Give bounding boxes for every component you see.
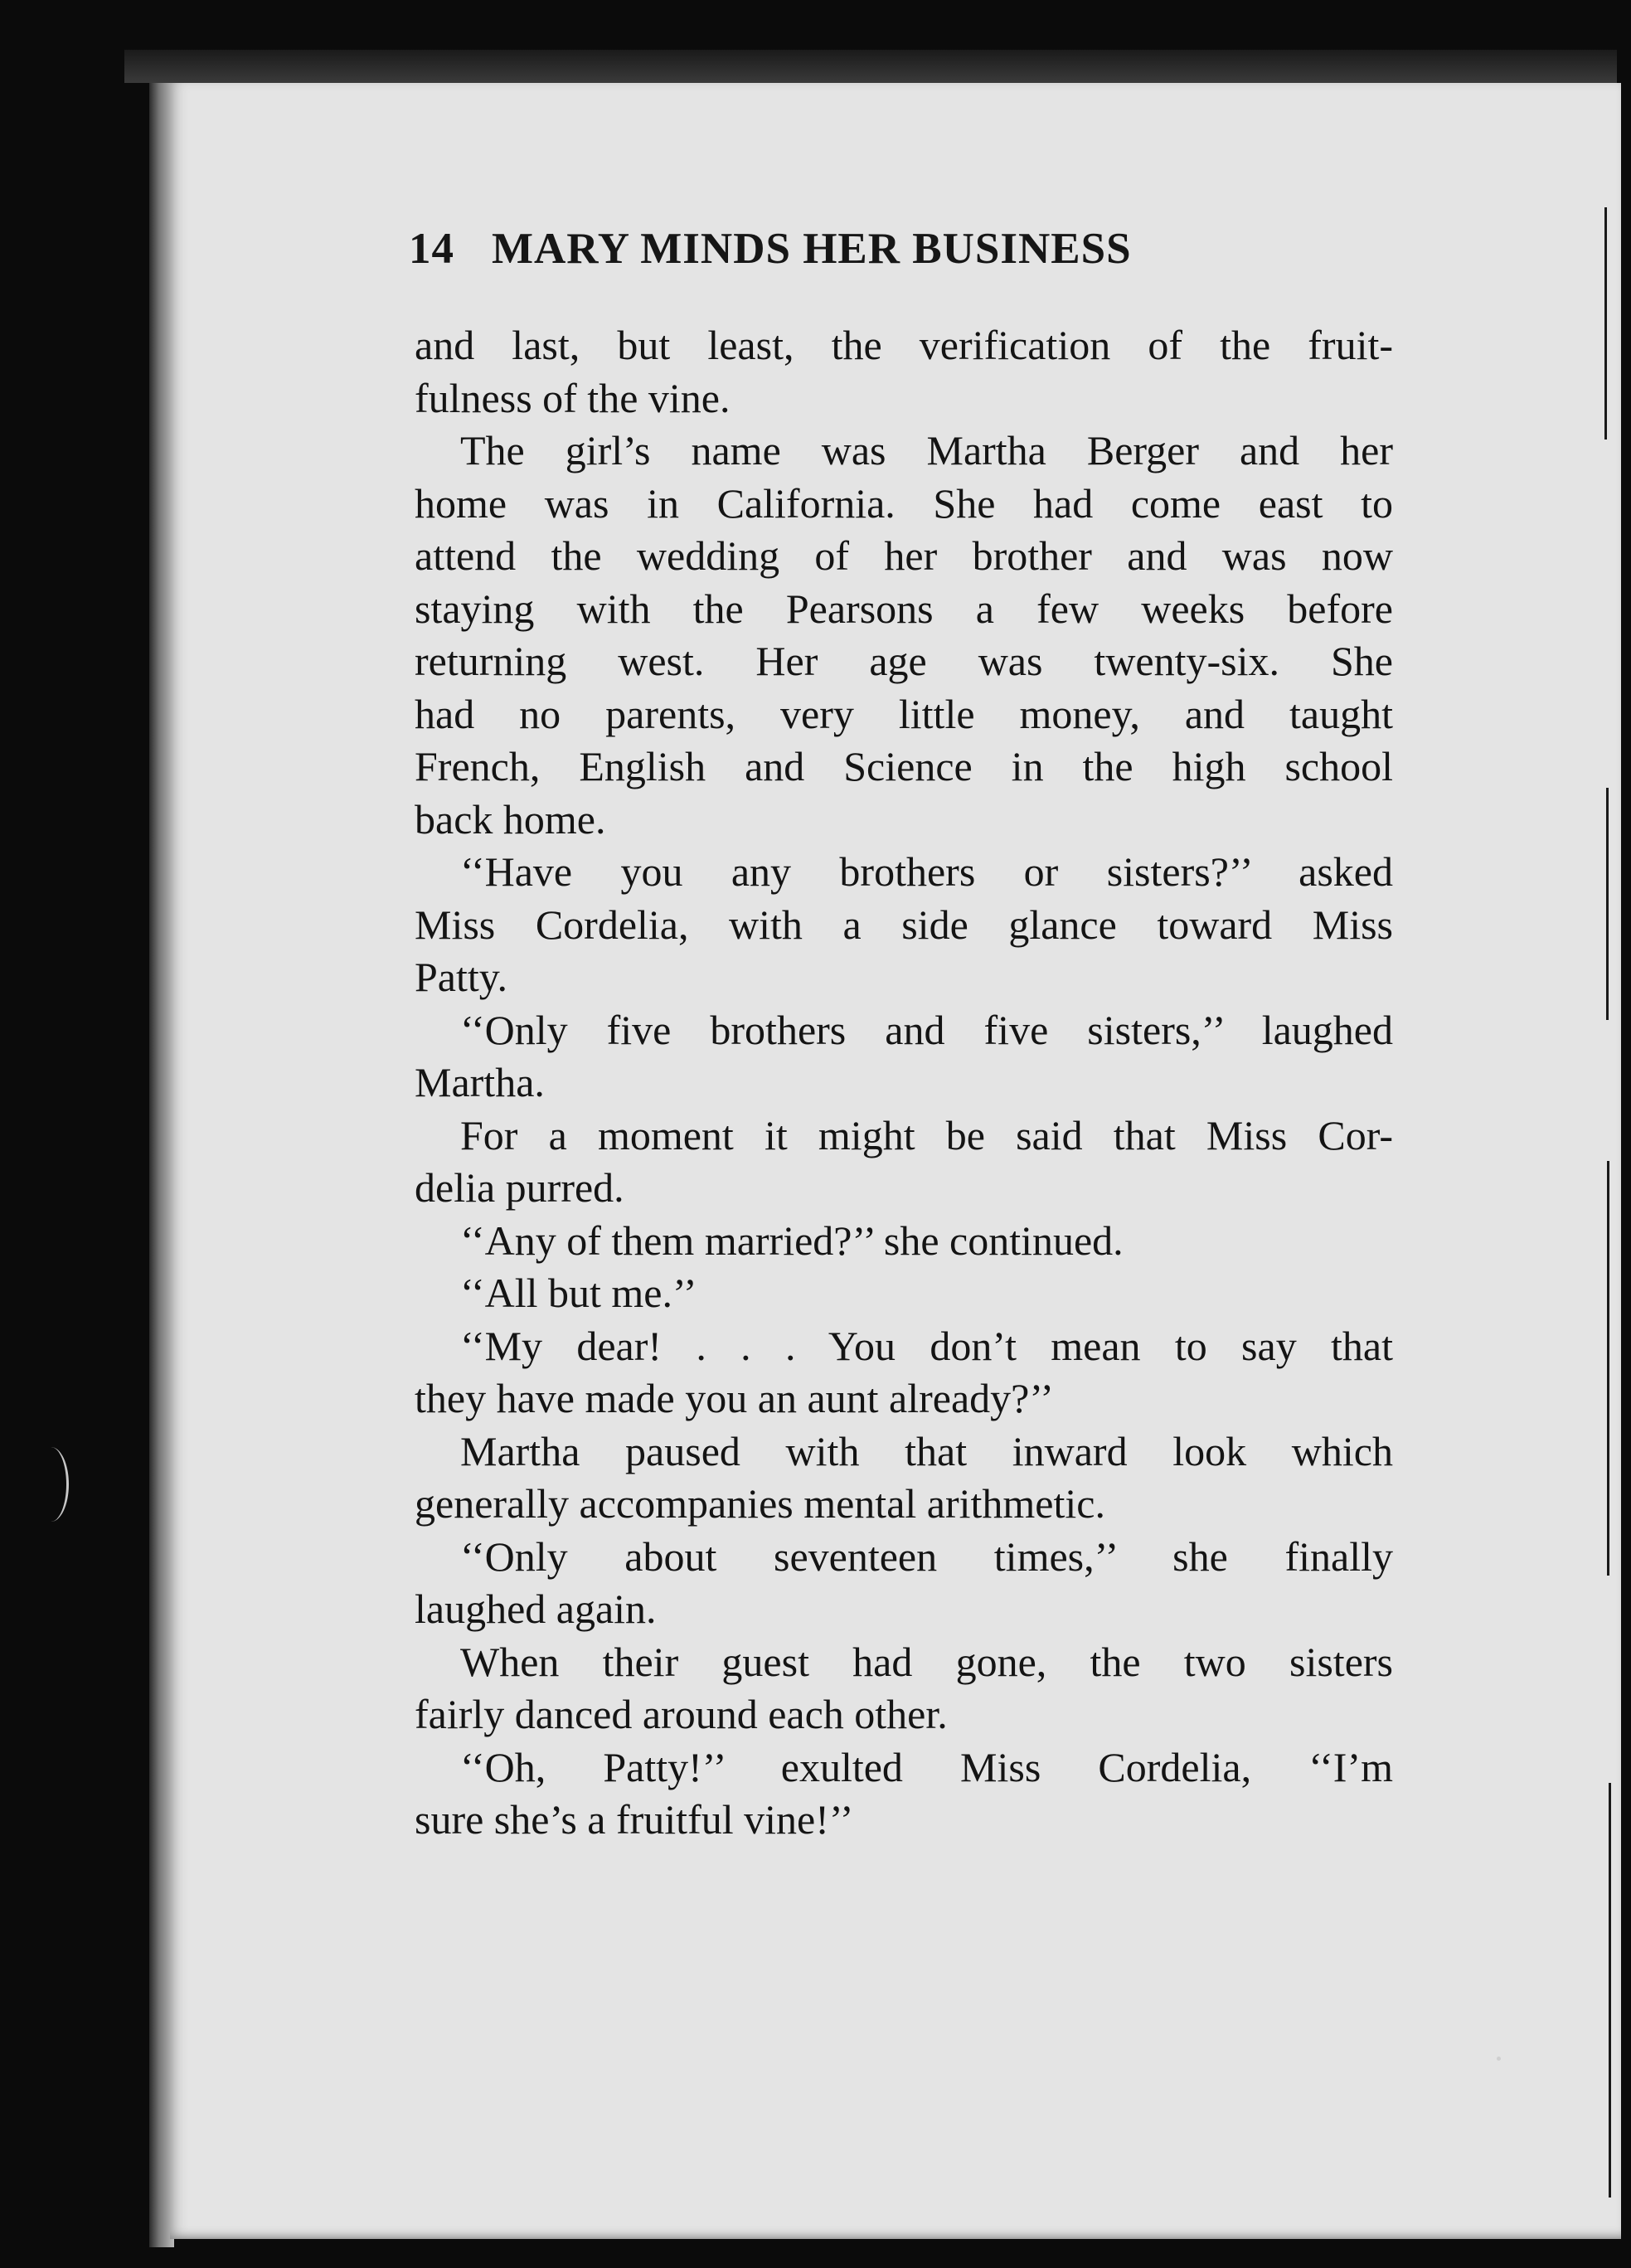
text-line: home was in California. She had come east to [415,479,1393,527]
running-head [409,224,1271,290]
text-line: fulness of the vine. [415,374,731,421]
text-line: and last, but least, the verification of the fruit- [415,322,1393,368]
text-line: ‘‘All but me.’’ [460,1270,697,1316]
text-line: French, English and Science in the high school [415,743,1393,789]
text-line: returning west. Her age was twenty-six. She [415,638,1393,684]
text-line: For a moment it might be said that Miss Cor- [460,1111,1393,1158]
page-edge-line [1607,1161,1609,1576]
text-line: ‘‘Oh, Patty!’’ exulted Miss Cordelia, ‘‘I’m [460,1743,1393,1790]
text-line: ‘‘Have you any brothers or sisters?’’ asked [460,848,1393,895]
page-number: 14 [409,225,454,273]
text-line: ‘‘Only about seventeen times,’’ she finally [460,1532,1393,1580]
text-line: they have made you an aunt already?’’ [415,1375,1054,1421]
text-line: ‘‘Only five brothers and five sisters,’’ laughed [460,1006,1393,1053]
text-line: staying with the Pearsons a few weeks before [415,585,1393,632]
page-body-text [415,319,1393,1847]
text-line: When their guest had gone, the two sisters [460,1638,1393,1685]
text-line: laughed again. [415,1586,657,1632]
page-edge-line [1609,1783,1611,2198]
page-edge-line [1604,207,1607,440]
text-line: sure she’s a fruitful vine!’’ [415,1796,854,1843]
text-line: Martha. [415,1059,545,1105]
paper-speck [1497,2057,1501,2061]
text-line: delia purred. [415,1164,624,1211]
text-line: Patty. [415,954,508,1000]
text-line: fairly danced around each other. [415,1691,948,1737]
text-line: ‘‘My dear! . . . You don’t mean to say that [460,1322,1393,1369]
text-line: Martha paused with that inward look which [460,1427,1393,1474]
text-line: generally accompanies mental arithmetic. [415,1480,1105,1527]
text-line: ‘‘Any of them married?’’ she continued. [460,1217,1124,1264]
book-top-edge [124,50,1617,83]
page-edge-line [1606,788,1609,1020]
text-line: Miss Cordelia, with a side glance toward Miss [415,901,1393,948]
text-line: attend the wedding of her brother and was now [415,532,1393,579]
text-line: had no parents, very little money, and taught [415,690,1393,737]
margin-mark [33,1447,69,1522]
book-title: MARY MINDS HER BUSINESS [492,225,1132,273]
text-line: back home. [415,795,606,843]
text-line: The girl’s name was Martha Berger and her [460,427,1393,474]
